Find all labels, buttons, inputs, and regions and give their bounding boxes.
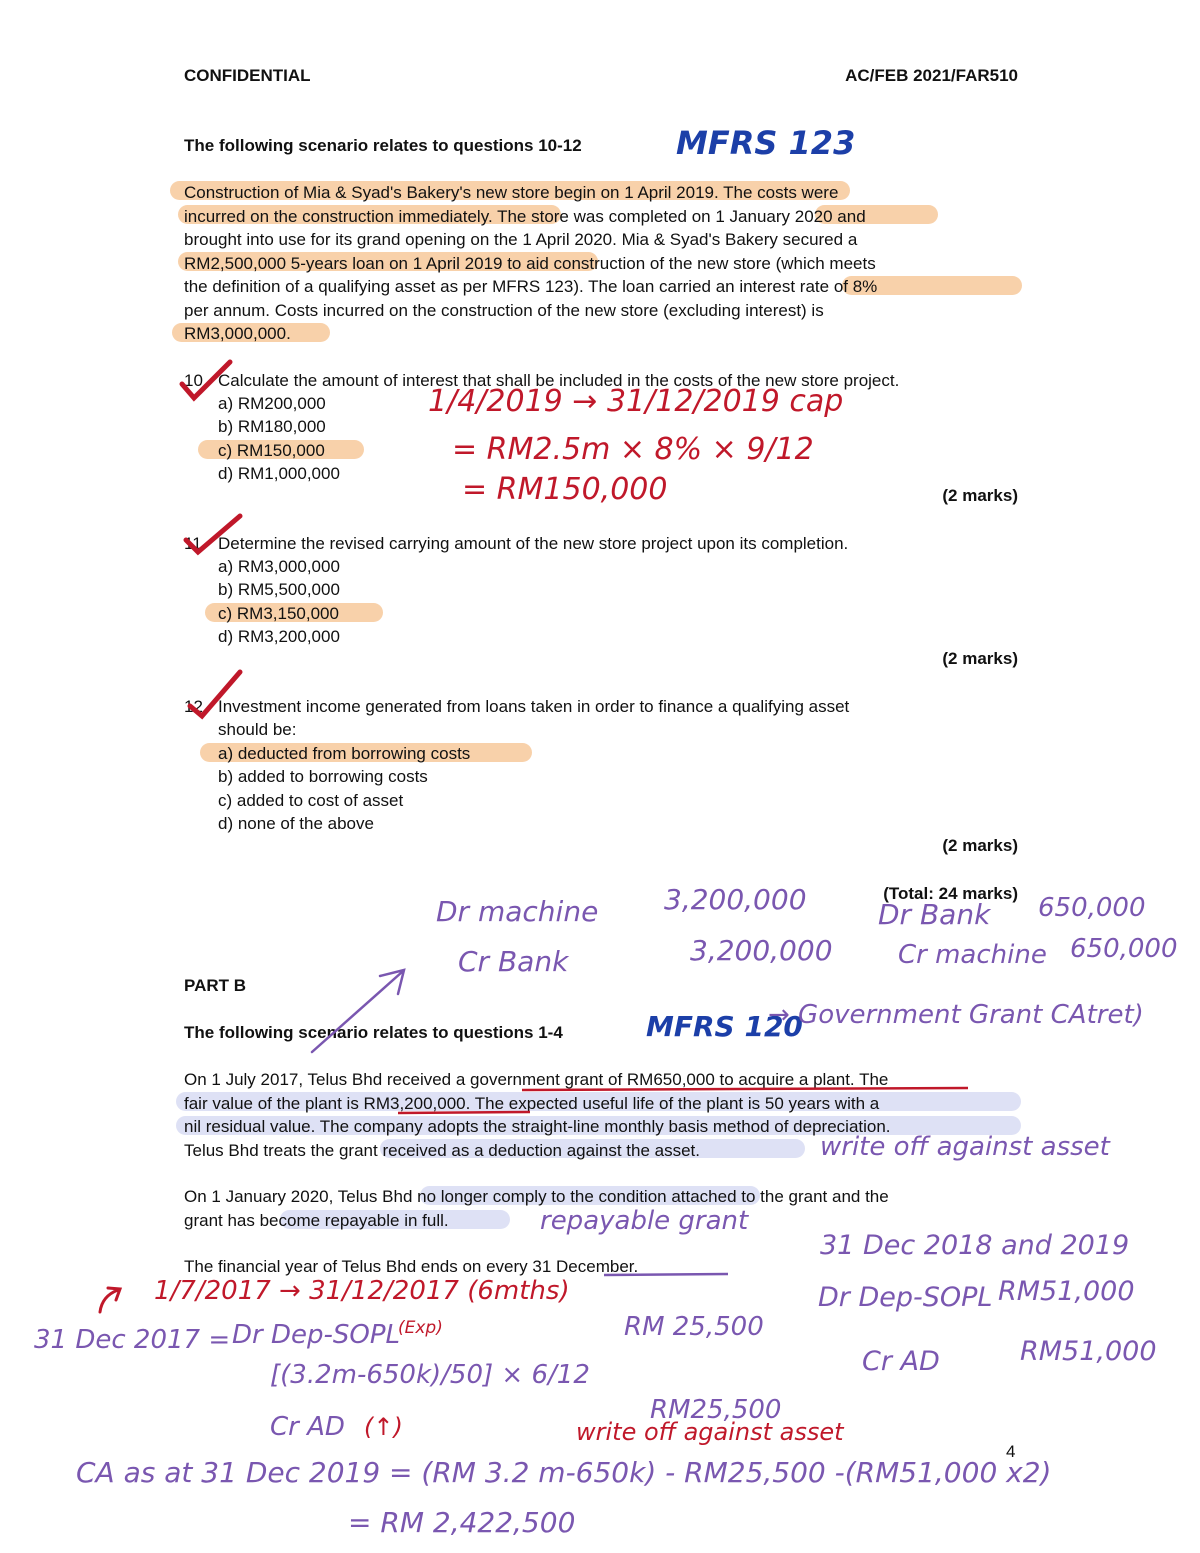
q11-text: Determine the revised carrying amount of the new store project upon its completion. — [218, 534, 849, 553]
underline-red — [522, 1088, 968, 1090]
note-dr-bank: Dr Bank — [878, 898, 991, 931]
scenario-line: RM2,500,000 5-years loan on 1 April 2019 to aid construction of the new store (which meets — [184, 253, 876, 273]
q11-number: 11. — [184, 534, 207, 553]
note-dep-formula: [(3.2m-650k)/50] × 6/12 — [270, 1360, 590, 1390]
scenario-line: RM3,000,000. — [184, 324, 291, 343]
q11-option-d: d) RM3,200,000 — [218, 627, 340, 646]
q12-number: 12. — [184, 697, 208, 716]
q10-text: Calculate the amount of interest that shall be included in the costs of the new store project. — [218, 371, 900, 390]
q10-note-answer: = RM150,000 — [462, 472, 668, 507]
paragraph-line: nil residual value. The company adopts the straight-line monthly basis method of depreciation. — [184, 1117, 891, 1136]
scenario-line: per annum. Costs incurred on the construction of the new store (excluding interest) is — [184, 300, 824, 320]
q12-text: Investment income generated from loans taken in order to finance a qualifying asset — [218, 697, 850, 716]
note-dr-machine-amt: 3,200,000 — [664, 883, 807, 916]
total-marks: (Total: 24 marks) — [883, 884, 1018, 903]
q11-option-b: b) RM5,500,000 — [218, 580, 340, 599]
note-repayable-grant: repayable grant — [540, 1206, 749, 1236]
part-b-paragraph-3: The financial year of Telus Bhd ends on every 31 December. — [184, 1257, 639, 1276]
paragraph-line: On 1 January 2020, Telus Bhd no longer comply to the condition attached to the grant and the — [184, 1187, 889, 1206]
note-cr-ad-b-amt: RM51,000 — [1020, 1336, 1157, 1367]
paragraph-line: grant has become repayable in full. — [184, 1210, 449, 1230]
note-write-off: write off against asset — [820, 1132, 1110, 1162]
part-b-title: PART B — [184, 976, 247, 995]
arrow-icon — [100, 1288, 120, 1312]
mfrs123-note: MFRS 123 — [676, 124, 856, 162]
note-dec-2017: 31 Dec 2017 = — [34, 1325, 231, 1355]
scenario-line: Construction of Mia & Syad's Bakery's new store begin on 1 April 2019. The costs were — [184, 183, 839, 202]
note-rm25500-b: RM25,500 — [650, 1395, 782, 1425]
paragraph-line: Telus Bhd treats the grant received as a deduction against the asset. — [184, 1140, 700, 1160]
course-code: AC/FEB 2021/FAR510 — [845, 66, 1018, 85]
check-mark-icon — [186, 516, 240, 552]
note-cr-ad-b: Cr AD — [862, 1346, 940, 1377]
note-cr-ad: Cr AD — [270, 1412, 345, 1442]
q12-option-a: a) deducted from borrowing costs — [218, 744, 471, 763]
note-cr-bank: Cr Bank — [458, 945, 569, 978]
note-ca-calculation: CA as at 31 Dec 2019 = (RM 3.2 m-650k) - RM25,500 -(RM51,000 x2) — [76, 1456, 1052, 1489]
q12-marks: (2 marks) — [942, 836, 1018, 855]
q10-option-d: d) RM1,000,000 — [218, 464, 340, 483]
note-government-grant: → Government Grant CAtret) — [768, 1000, 1144, 1030]
q11-marks: (2 marks) — [942, 649, 1018, 668]
scenario-a-heading: The following scenario relates to questions 10-12 — [184, 136, 582, 155]
q10-note-period: 1/4/2019 → 31/12/2019 cap — [428, 384, 844, 419]
note-cr-machine: Cr machine — [898, 940, 1047, 970]
note-ad-up: (↑) — [364, 1413, 403, 1441]
q10-option-c: c) RM150,000 — [218, 441, 325, 460]
arrow-icon — [312, 970, 404, 1052]
q10-option-b: b) RM180,000 — [218, 417, 326, 436]
q12-option-b: b) added to borrowing costs — [218, 767, 428, 786]
q10-marks: (2 marks) — [942, 486, 1018, 505]
note-ca-result: = RM 2,422,500 — [348, 1506, 576, 1539]
scenario-line: brought into use for its grand opening on the 1 April 2020. Mia & Syad's Bakery secured a — [184, 230, 858, 249]
q10-number: 10. — [184, 371, 208, 390]
check-mark-icon — [182, 362, 230, 398]
note-dr-machine: Dr machine — [436, 895, 599, 928]
note-dr-dep-sopl-b-amt: RM51,000 — [998, 1276, 1135, 1307]
underline-purple — [604, 1274, 728, 1275]
note-dr-bank-amt: 650,000 — [1038, 893, 1146, 923]
note-dr-dep-sopl-b: Dr Dep-SOPL — [818, 1282, 993, 1313]
part-b-heading: The following scenario relates to questions 1-4 — [184, 1023, 563, 1042]
q12-option-c: c) added to cost of asset — [218, 791, 404, 810]
page-number: 4 — [1006, 1442, 1016, 1461]
note-period-2017: 1/7/2017 → 31/12/2017 (6mths) — [154, 1276, 570, 1306]
note-rm25500-a: RM 25,500 — [624, 1312, 764, 1342]
q12-option-d: d) none of the above — [218, 814, 374, 833]
mfrs120-note: MFRS 120 — [646, 1010, 803, 1043]
underline-red — [398, 1112, 530, 1113]
note-write-off-red: write off against asset — [576, 1418, 844, 1446]
note-exp-tag: (Exp) — [398, 1318, 443, 1338]
note-cr-bank-amt: 3,200,000 — [690, 934, 833, 967]
scenario-line: the definition of a qualifying asset as per MFRS 123). The loan carried an interest rate of 8% — [184, 277, 878, 296]
check-mark-icon — [190, 672, 240, 716]
paragraph-line: fair value of the plant is RM3,200,000. The expected useful life of the plant is 50 years with a — [184, 1093, 880, 1113]
q10-note-formula: = RM2.5m × 8% × 9/12 — [452, 432, 814, 467]
note-dec-2018-2019: 31 Dec 2018 and 2019 — [820, 1230, 1130, 1261]
q11-option-a: a) RM3,000,000 — [218, 557, 340, 576]
note-dr-dep-sopl: Dr Dep-SOPL — [232, 1320, 401, 1350]
q11-option-c: c) RM3,150,000 — [218, 604, 339, 623]
q10-option-a: a) RM200,000 — [218, 394, 326, 413]
scenario-line: incurred on the construction immediately. The store was completed on 1 January 2020 and — [184, 206, 866, 226]
note-cr-machine-amt: 650,000 — [1070, 934, 1178, 964]
confidential-label: CONFIDENTIAL — [184, 66, 311, 85]
q12-text-cont: should be: — [218, 720, 297, 739]
paragraph-line: On 1 July 2017, Telus Bhd received a government grant of RM650,000 to acquire a plant. The — [184, 1070, 889, 1089]
